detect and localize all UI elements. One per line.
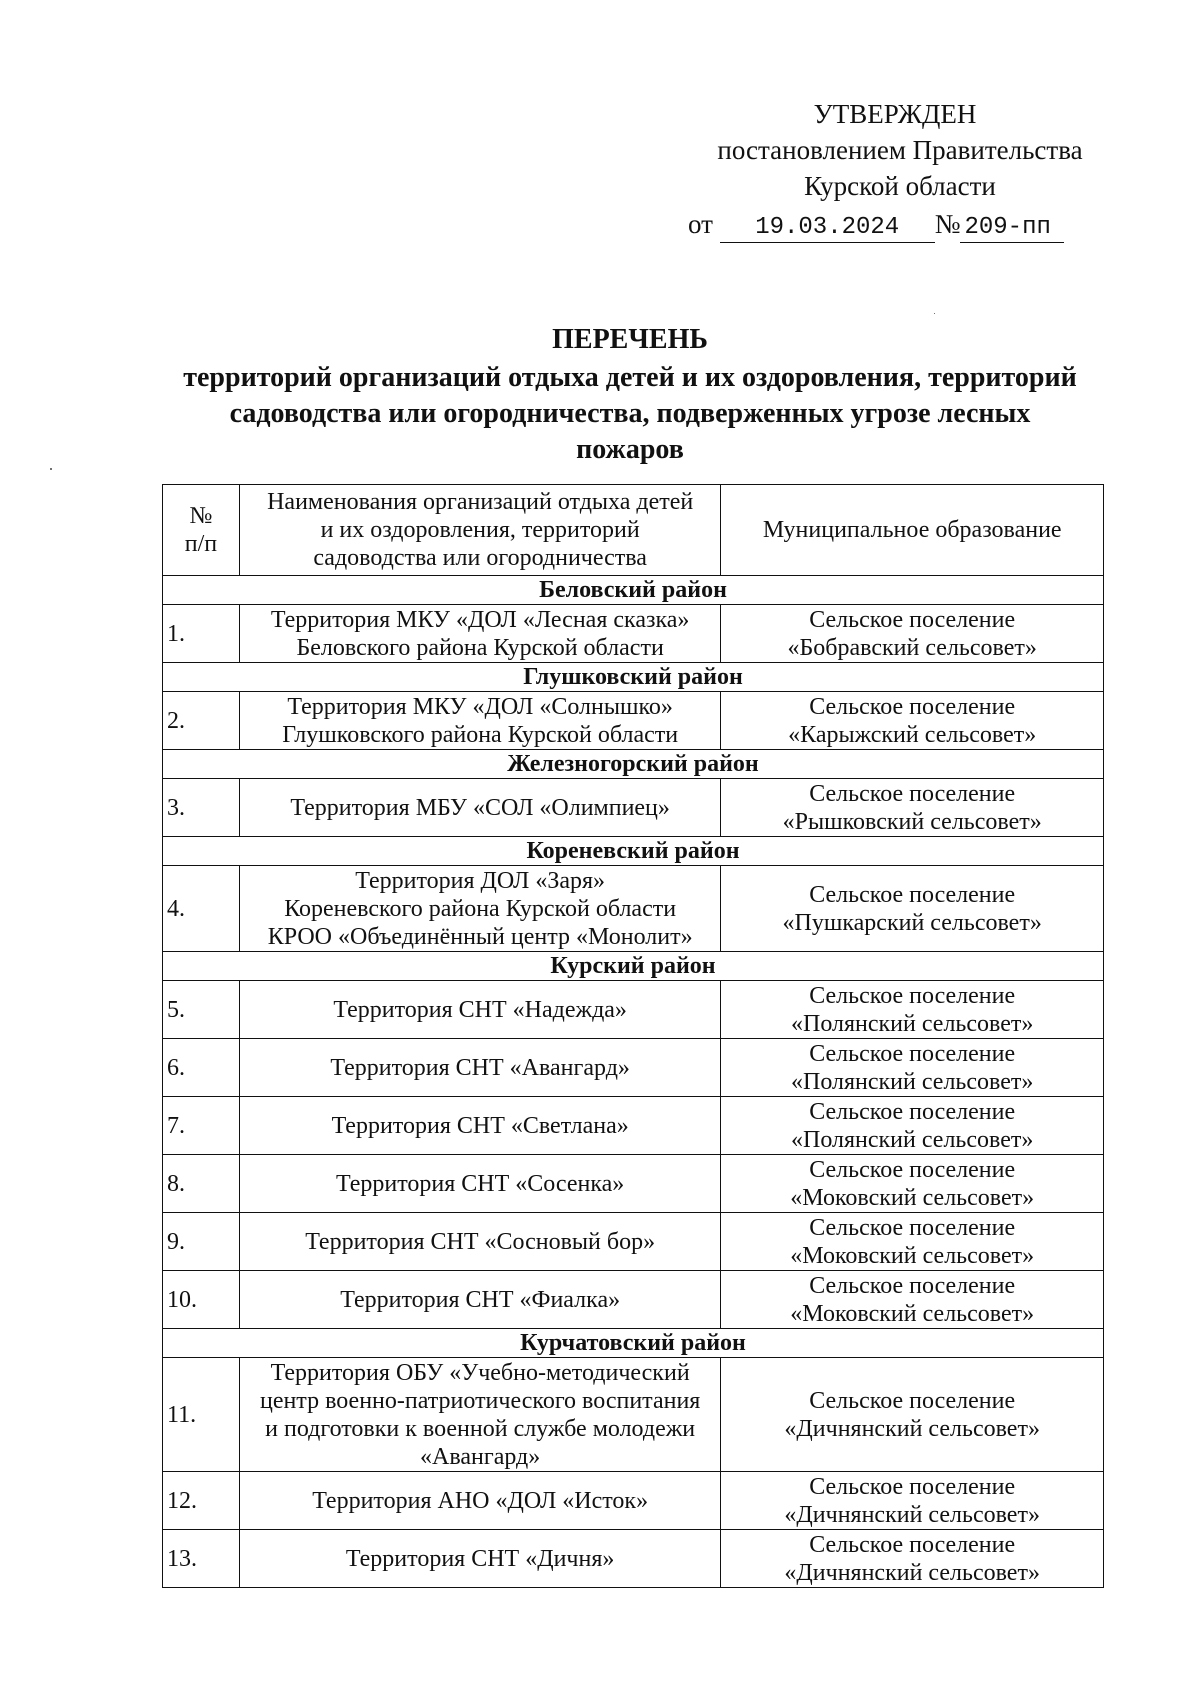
row-name-line: КРОО «Объединённый центр «Монолит» — [267, 923, 693, 950]
table-row — [163, 1472, 1104, 1530]
row-number: 13. — [163, 1530, 240, 1588]
row-name — [239, 1097, 720, 1155]
row-name-line: и подготовки к военной службе молодежи — [265, 1415, 696, 1442]
approval-authority: постановлением Правительства — [717, 135, 1083, 165]
row-mun-line: «Карыжский сельсовет» — [788, 721, 1037, 748]
approval-heading: УТВЕРЖДЕН — [813, 99, 977, 129]
scan-speck — [934, 313, 935, 314]
header-number — [163, 485, 240, 576]
row-municipality — [721, 692, 1104, 750]
row-name-line: Территория МКУ «ДОЛ «Солнышко» — [287, 693, 673, 720]
row-name — [239, 779, 720, 837]
row-mun-line: «Полянский сельсовет» — [790, 1068, 1034, 1095]
district-row — [163, 837, 1104, 866]
table-row — [163, 981, 1104, 1039]
row-municipality — [721, 1472, 1104, 1530]
title-heading: ПЕРЕЧЕНЬ — [552, 324, 708, 355]
row-mun-line: «Дичнянский сельсовет» — [784, 1415, 1040, 1442]
table-row — [163, 692, 1104, 750]
decree-number: 209-пп — [960, 214, 1064, 243]
document-title — [150, 322, 1110, 468]
row-municipality — [721, 1097, 1104, 1155]
row-mun-line: Сельское поселение — [809, 1387, 1016, 1414]
row-mun-line: Сельское поселение — [809, 1214, 1016, 1241]
row-name-line: центр военно-патриотического воспитания — [259, 1387, 701, 1414]
row-mun-line: Сельское поселение — [809, 1040, 1016, 1067]
table-row — [163, 1039, 1104, 1097]
title-line-2: садоводства или огородничества, подверженных угрозе лесных — [229, 398, 1031, 429]
row-mun-line: «Дичнянский сельсовет» — [784, 1501, 1040, 1528]
row-name-line: Кореневского района Курской области — [284, 895, 677, 922]
row-number: 7. — [163, 1097, 240, 1155]
date-prefix: от — [688, 209, 713, 239]
row-name-line: Территория ДОЛ «Заря» — [355, 867, 606, 894]
row-name — [239, 981, 720, 1039]
table-row — [163, 1213, 1104, 1271]
table-row — [163, 1271, 1104, 1329]
row-name-line: Территория СНТ «Дичня» — [345, 1545, 615, 1572]
row-number: 10. — [163, 1271, 240, 1329]
row-name — [239, 1039, 720, 1097]
title-line-3: пожаров — [576, 434, 684, 465]
row-mun-line: Сельское поселение — [809, 1473, 1016, 1500]
row-mun-line: «Моковский сельсовет» — [790, 1242, 1035, 1269]
header-municipality: Муниципальное образование — [721, 485, 1104, 576]
district-row — [163, 663, 1104, 692]
title-line-1: территорий организаций отдыха детей и их оздоровления, территорий — [183, 362, 1077, 393]
row-name-line: «Авангард» — [420, 1443, 541, 1470]
territories-table — [162, 484, 1104, 1588]
row-mun-line: «Моковский сельсовет» — [790, 1300, 1035, 1327]
table-row — [163, 1530, 1104, 1588]
table-row — [163, 779, 1104, 837]
row-mun-line: «Моковский сельсовет» — [790, 1184, 1035, 1211]
row-mun-line: «Рышковский сельсовет» — [782, 808, 1042, 835]
row-name — [239, 1213, 720, 1271]
district-name: Курчатовский район — [163, 1329, 1104, 1358]
row-mun-line: Сельское поселение — [809, 1531, 1016, 1558]
row-municipality — [721, 1530, 1104, 1588]
row-municipality — [721, 1039, 1104, 1097]
row-name — [239, 1155, 720, 1213]
row-name — [239, 692, 720, 750]
row-number: 5. — [163, 981, 240, 1039]
row-name-line: Территория СНТ «Надежда» — [333, 996, 627, 1023]
row-municipality — [721, 1155, 1104, 1213]
row-name-line: Территория СНТ «Светлана» — [331, 1112, 629, 1139]
row-mun-line: «Пушкарский сельсовет» — [782, 909, 1042, 936]
table-row — [163, 1358, 1104, 1472]
row-name — [239, 866, 720, 952]
row-name — [239, 1358, 720, 1472]
row-number: 12. — [163, 1472, 240, 1530]
row-mun-line: Сельское поселение — [809, 982, 1016, 1009]
row-name — [239, 1530, 720, 1588]
row-municipality — [721, 605, 1104, 663]
district-row — [163, 1329, 1104, 1358]
row-name-line: Беловского района Курской области — [296, 634, 664, 661]
row-name-line: Территория СНТ «Авангард» — [330, 1054, 630, 1081]
approval-region: Курской области — [804, 171, 996, 201]
row-mun-line: Сельское поселение — [809, 1156, 1016, 1183]
row-name-line: Территория АНО «ДОЛ «Исток» — [312, 1487, 649, 1514]
row-number: 11. — [163, 1358, 240, 1472]
district-row — [163, 576, 1104, 605]
row-number: 2. — [163, 692, 240, 750]
row-name-line: Территория МБУ «СОЛ «Олимпиец» — [290, 794, 670, 821]
row-number: 1. — [163, 605, 240, 663]
row-number: 9. — [163, 1213, 240, 1271]
table-row — [163, 1097, 1104, 1155]
row-municipality — [721, 1271, 1104, 1329]
table-row — [163, 605, 1104, 663]
row-number: 8. — [163, 1155, 240, 1213]
row-mun-line: «Бобравский сельсовет» — [787, 634, 1037, 661]
row-municipality — [721, 1213, 1104, 1271]
row-mun-line: Сельское поселение — [809, 693, 1016, 720]
row-mun-line: Сельское поселение — [809, 1098, 1016, 1125]
row-mun-line: «Дичнянский сельсовет» — [784, 1559, 1040, 1586]
scan-speck — [50, 468, 52, 470]
row-mun-line: «Полянский сельсовет» — [790, 1010, 1034, 1037]
row-number: 4. — [163, 866, 240, 952]
district-row — [163, 952, 1104, 981]
approval-date-line — [688, 206, 1110, 243]
row-mun-line: Сельское поселение — [809, 780, 1016, 807]
row-name-line: Глушковского района Курской области — [282, 721, 679, 748]
table-row — [163, 1155, 1104, 1213]
decree-date: 19.03.2024 — [720, 214, 935, 243]
row-number: 3. — [163, 779, 240, 837]
row-name — [239, 1472, 720, 1530]
row-municipality — [721, 1358, 1104, 1472]
district-name: Железногорский район — [163, 750, 1104, 779]
row-mun-line: Сельское поселение — [809, 881, 1016, 908]
district-row — [163, 750, 1104, 779]
row-name-line: Территория СНТ «Фиалка» — [340, 1286, 621, 1313]
header-number-sign: № — [189, 503, 213, 529]
number-prefix: № — [934, 209, 961, 239]
row-mun-line: Сельское поселение — [809, 1272, 1016, 1299]
header-name: Наименования организаций отдыха детей и их оздоровления, территорий садоводства или огородничества — [239, 485, 720, 576]
row-name-line: Территория СНТ «Сосновый бор» — [305, 1228, 656, 1255]
district-name: Беловский район — [163, 576, 1104, 605]
row-municipality — [721, 779, 1104, 837]
row-mun-line: Сельское поселение — [809, 606, 1016, 633]
header-number-pp: п/п — [184, 531, 218, 557]
row-name-line: Территория ОБУ «Учебно-методический — [270, 1359, 690, 1386]
row-mun-line: «Полянский сельсовет» — [790, 1126, 1034, 1153]
row-name — [239, 605, 720, 663]
table-row — [163, 866, 1104, 952]
row-name-line: Территория СНТ «Сосенка» — [336, 1170, 625, 1197]
row-number: 6. — [163, 1039, 240, 1097]
district-name: Глушковский район — [163, 663, 1104, 692]
row-municipality — [721, 981, 1104, 1039]
row-name — [239, 1271, 720, 1329]
row-municipality — [721, 866, 1104, 952]
row-name-line: Территория МКУ «ДОЛ «Лесная сказка» — [270, 606, 690, 633]
district-name: Курский район — [163, 952, 1104, 981]
approval-stamp — [690, 96, 1110, 243]
district-name: Кореневский район — [163, 837, 1104, 866]
table-header-row — [163, 485, 1104, 576]
